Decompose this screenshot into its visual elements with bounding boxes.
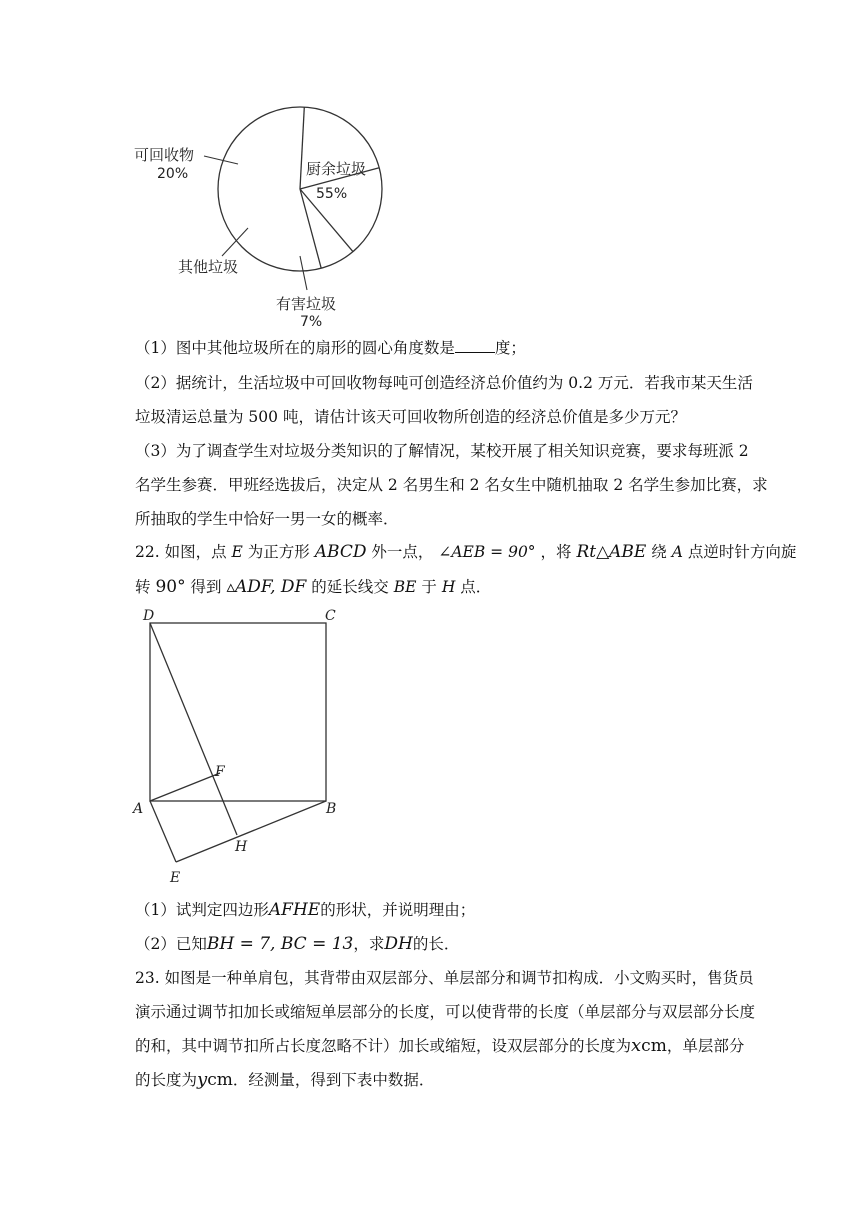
q21-part2-line2: 垃圾清运总量为 500 吨，请估计该天可回收物所创造的经济总价值是多少万元？: [135, 408, 686, 426]
angle-90: 90°: [155, 577, 186, 597]
triangle-abe: Rt△ABE: [576, 542, 647, 562]
point-a: A: [671, 543, 683, 561]
q21-part3-line1: （3）为了调查学生对垃圾分类知识的了解情况，某校开展了相关知识竞赛，要求每班派 2: [135, 442, 749, 460]
q23-line3: [135, 1036, 744, 1056]
q22-text: 外一点，: [371, 543, 434, 561]
percent-hazard: 7%: [300, 314, 323, 330]
geometry-svg: [125, 600, 355, 890]
segment-dh: [150, 623, 237, 835]
point-h: H: [441, 578, 456, 596]
q22-text: 的形状，并说明理由；: [320, 901, 476, 919]
leader-other: [222, 228, 248, 256]
label-h: H: [235, 839, 248, 855]
unit-cm: cm: [207, 1070, 233, 1090]
label-e: E: [170, 870, 181, 886]
var-y: y: [197, 1069, 208, 1090]
segment-be: BE: [393, 578, 417, 596]
label-hazard: 有害垃圾: [276, 295, 337, 313]
given-lengths: BH = 7, BC = 13: [206, 934, 354, 954]
leader-hazard: [300, 256, 307, 290]
q23-text: ．经测量，得到下表中数据．: [232, 1071, 435, 1089]
q21-part1-text: （1）图中其他垃圾所在的扇形的圆心角度数是: [135, 339, 455, 357]
unit-cm: cm: [641, 1036, 667, 1056]
q21-part1: [135, 338, 526, 358]
geometry-figure: [125, 600, 355, 890]
q23-line2: 演示通过调节扣加长或缩短单层部分的长度，可以使背带的长度（单层部分与双层部分长度: [135, 1003, 756, 1021]
point-e: E: [231, 543, 243, 561]
label-f: F: [215, 764, 225, 780]
pie-figure: [120, 104, 390, 336]
var-x: x: [631, 1035, 642, 1056]
answer-blank: [455, 338, 495, 353]
q23-line1: 23. 如图是一种单肩包，其背带由双层部分、单层部分和调节扣构成．小文购买时，售货员: [135, 969, 754, 987]
q23-text: ，单层部分: [666, 1037, 745, 1055]
q23-line4: [135, 1070, 434, 1090]
segment-ae: [150, 801, 176, 862]
label-kitchen: 厨余垃圾: [306, 160, 367, 178]
q22-line2: [135, 577, 491, 597]
q22-text: 22. 如图，点: [135, 543, 227, 561]
q21-part2-line1: （2）据统计，生活垃圾中可回收物每吨可创造经济总价值约为 0.2 万元．若我市某天生活: [135, 374, 753, 392]
label-c: C: [325, 608, 336, 624]
label-b: B: [326, 801, 337, 817]
q22-text: 的延长线交: [311, 578, 389, 596]
q23-text: 的和，其中调节扣所占长度忽略不计）加长或缩短，设双层部分的长度为: [135, 1037, 632, 1055]
label-other: 其他垃圾: [178, 258, 239, 276]
segment-af: [150, 773, 220, 801]
percent-kitchen: 55%: [316, 186, 348, 202]
q22-line1: [135, 542, 796, 562]
percent-recyclable: 20%: [157, 166, 189, 182]
q22-text: 得到: [190, 578, 222, 596]
q22-part1: [135, 900, 475, 920]
pie-svg: [120, 104, 390, 336]
segment-dh-text: DH: [384, 934, 413, 954]
q21-part3-line2: 名学生参赛．甲班经选拔后，决定从 2 名男生和 2 名女生中随机抽取 2 名学生参加比赛，求: [135, 476, 768, 494]
label-recyclable: 可回收物: [134, 146, 195, 164]
q22-text: 点逆时针方向旋: [687, 543, 797, 561]
q22-text: （2）已知: [135, 935, 207, 953]
square-abcd-shape: [150, 623, 326, 801]
label-d: D: [143, 608, 155, 624]
q22-text: ，求: [353, 935, 385, 953]
leader-recyclable: [204, 156, 238, 164]
q22-text: 的长．: [412, 935, 460, 953]
q21-part1-tail: 度；: [494, 339, 526, 357]
q22-text: ，将: [540, 543, 572, 561]
q22-part2: [135, 934, 459, 954]
q22-text: 转: [135, 578, 151, 596]
q22-text: 绕: [651, 543, 667, 561]
segment-eb: [176, 801, 326, 862]
label-a: A: [133, 801, 144, 817]
pie-boundary-line: [300, 107, 304, 189]
q23-text: 的长度为: [135, 1071, 198, 1089]
q22-text: （1）试判定四边形: [135, 901, 269, 919]
q22-text: 为正方形: [247, 543, 310, 561]
q22-text: 点．: [460, 578, 492, 596]
quad-afhe: AFHE: [268, 900, 321, 920]
q21-part3-line3: 所抽取的学生中恰好一男一女的概率．: [135, 510, 399, 528]
angle-aeb: ∠AEB = 90°: [438, 543, 536, 561]
q22-text: 于: [421, 578, 437, 596]
square-abcd: ABCD: [314, 542, 367, 562]
triangle-adf: ▵ADF, DF: [226, 577, 307, 597]
